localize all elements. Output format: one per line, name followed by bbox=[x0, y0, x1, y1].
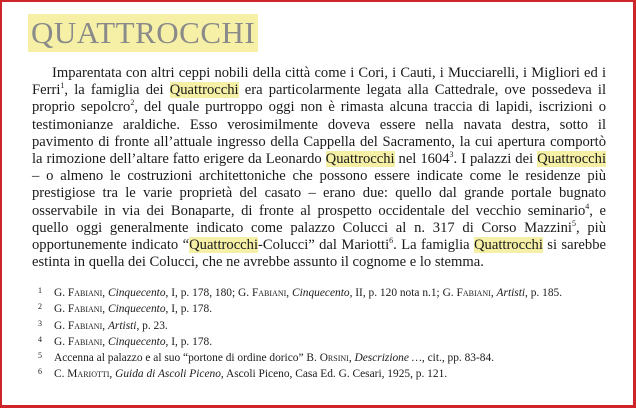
note-text: , bbox=[102, 303, 108, 316]
note-text: G. bbox=[54, 335, 68, 348]
text-segment: , e quello oggi generalmente indicato come palazzo Colucci al n. 317 di Corso Mazzini bbox=[32, 202, 606, 236]
main-paragraph bbox=[32, 65, 606, 271]
work-title: Artisti bbox=[107, 319, 137, 332]
page-title: QUATTROCCHI bbox=[28, 14, 258, 52]
highlight-family-name: Quattrocchi bbox=[537, 151, 606, 168]
note-text: , bbox=[102, 287, 108, 299]
footnote-ref-5[interactable]: 5 bbox=[571, 218, 576, 228]
footnote-number: 5 bbox=[38, 351, 42, 361]
work-title: Artisti bbox=[496, 287, 526, 299]
work-title: Cinquecento bbox=[107, 303, 166, 316]
work-title: Cinquecento bbox=[107, 335, 166, 348]
text-segment: nel 1604 bbox=[394, 151, 450, 168]
footnote-ref-2[interactable]: 2 bbox=[130, 98, 135, 108]
author-name: Fabiani bbox=[456, 287, 491, 299]
author-name: Fabiani bbox=[67, 303, 103, 316]
footnote-ref-6[interactable]: 6 bbox=[389, 236, 394, 246]
footnote-number: 4 bbox=[38, 334, 42, 344]
work-title: Cinquecento bbox=[291, 287, 350, 299]
note-text: , I, p. 178, 180; G. bbox=[165, 287, 252, 299]
note-text: , p. 185. bbox=[525, 287, 563, 299]
note-text: , bbox=[109, 368, 116, 381]
note-text: , Ascoli Piceno, Casa Ed. G. Cesari, 1925, p. 121. bbox=[220, 368, 448, 381]
footnote-number: 1 bbox=[38, 286, 42, 295]
work-title: Descrizione … bbox=[354, 352, 422, 365]
author-name: Fabiani bbox=[251, 287, 287, 299]
footnote-4 bbox=[38, 333, 608, 349]
highlight-family-name: Quattrocchi bbox=[189, 237, 258, 254]
text-segment: , più opportunemente indicato “ bbox=[32, 219, 606, 254]
note-text: , bbox=[102, 319, 108, 332]
work-title: Cinquecento bbox=[107, 287, 166, 299]
note-text: G. bbox=[54, 303, 68, 316]
text-segment: era particolarmente legata alla Cattedrale, ove possedeva il proprio sepolcro bbox=[32, 82, 607, 116]
footnote-2 bbox=[38, 300, 608, 316]
note-text: Accenna al palazzo e al suo “portone di ordine dorico” B. bbox=[54, 352, 320, 365]
note-text: , I, p. 178. bbox=[165, 335, 213, 348]
highlight-family-name: Quattrocchi bbox=[474, 237, 543, 254]
note-text: , cit., pp. 83-84. bbox=[421, 352, 495, 365]
author-name: Fabiani bbox=[67, 335, 103, 348]
body-text bbox=[32, 65, 606, 271]
highlight-family-name: Quattrocchi bbox=[169, 82, 239, 99]
note-text: , bbox=[490, 287, 497, 299]
text-segment: , del quale purtroppo oggi non è rimasta alcuna traccia di lapidi, iscrizioni o testimonianze araldiche. Esso verosimilmente doveva essere nella navata destra, sotto il pavimento di fronte all’attuale ingresso della Cappella del Sacramento, la cui apertura comportò la rimozione dell’altare fatto erigere da Leonardo bbox=[32, 99, 606, 168]
text-segment: Imparentata con altri ceppi nobili della città come i Cori, i Cauti, i Mucciarelli, i Migliori ed i Ferri bbox=[32, 65, 606, 99]
text-segment: – o almeno le costruzioni architettoniche che possono essere indicate come le residenze più prestigiose tra le varie proprietà del casato – erano due: quello dal grande portale bugnato osservabile in via dei Bonaparte, di fronte al prospetto occidentale del vecchio seminario bbox=[32, 168, 606, 219]
footnote-number: 2 bbox=[38, 302, 42, 312]
footnote-number: 3 bbox=[38, 318, 42, 328]
footnote-number: 6 bbox=[38, 367, 42, 377]
text-segment: . I palazzi dei bbox=[453, 151, 538, 168]
footnote-1 bbox=[38, 284, 608, 300]
footnote-ref-1[interactable]: 1 bbox=[60, 81, 65, 91]
note-text: , bbox=[102, 335, 108, 348]
author-name: Orsini bbox=[319, 352, 349, 365]
note-text: , I, p. 178. bbox=[165, 303, 213, 316]
author-name: Fabiani bbox=[67, 287, 103, 299]
note-text: G. bbox=[54, 319, 68, 332]
note-text: C. bbox=[54, 368, 68, 381]
note-text: , bbox=[348, 352, 355, 365]
author-name: Mariotti bbox=[67, 368, 110, 381]
footnote-5 bbox=[38, 349, 608, 365]
footnote-3 bbox=[38, 317, 608, 333]
footnote-6 bbox=[38, 365, 608, 381]
author-name: Fabiani bbox=[67, 319, 103, 332]
note-text: G. bbox=[54, 287, 68, 299]
text-segment: si sarebbe estinta in quella dei Colucci, che ne avrebbe assunto il cognome e lo stemma. bbox=[32, 237, 606, 271]
note-text: , II, p. 120 nota n.1; G. bbox=[349, 287, 457, 299]
text-segment: . La famiglia bbox=[393, 237, 475, 254]
note-text: , bbox=[286, 287, 292, 299]
work-title: Guida di Ascoli Piceno bbox=[115, 368, 221, 381]
footnotes bbox=[38, 284, 608, 382]
highlight-family-name: Quattrocchi bbox=[325, 151, 395, 168]
note-text: , p. 23. bbox=[136, 319, 168, 332]
footnote-ref-4[interactable]: 4 bbox=[585, 201, 590, 211]
footnote-ref-3[interactable]: 3 bbox=[449, 150, 454, 160]
text-segment: -Colucci” dal Mariotti bbox=[258, 237, 390, 254]
text-segment: , la famiglia dei bbox=[64, 82, 170, 99]
